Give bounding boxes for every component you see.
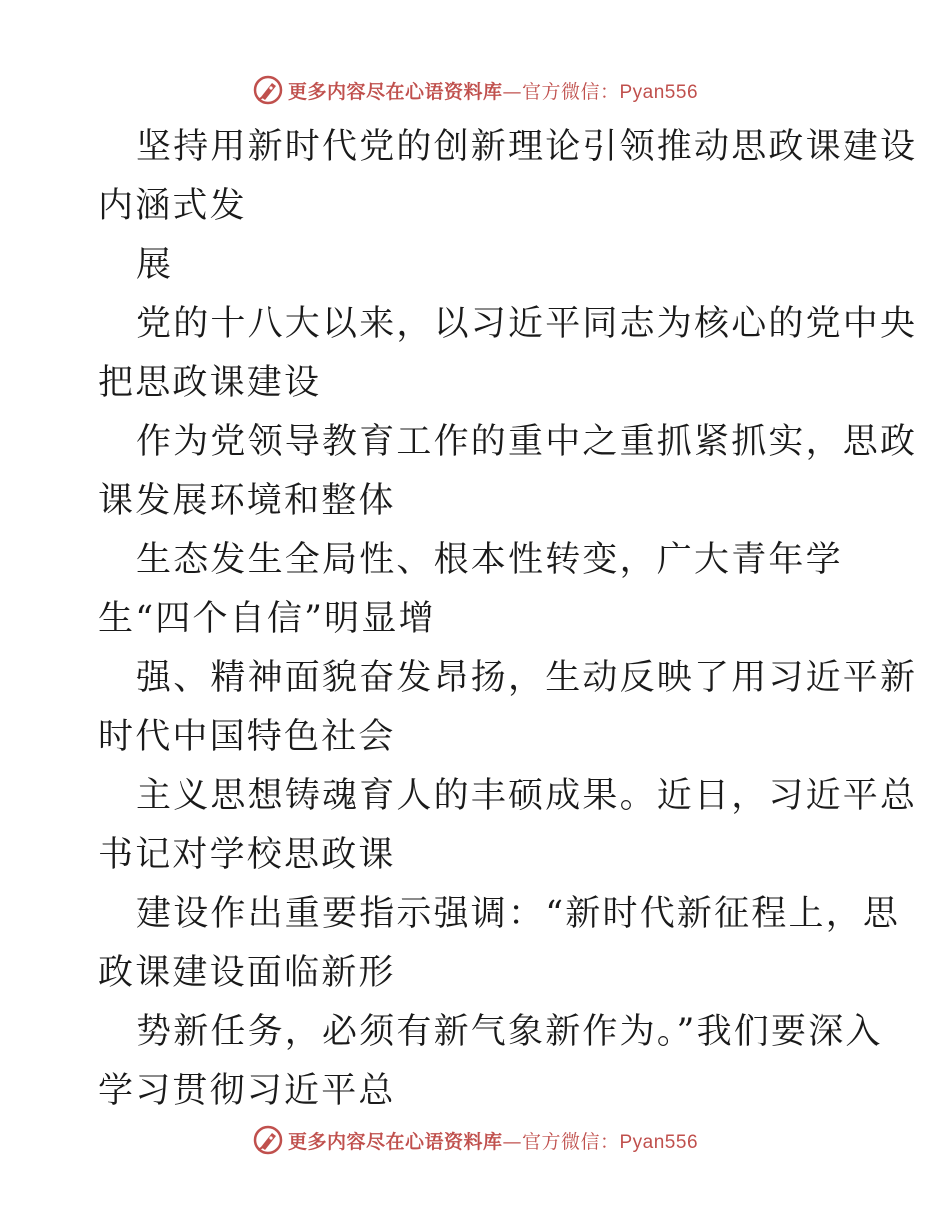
- pen-nib-icon: [252, 74, 284, 106]
- banner-text: [288, 77, 698, 104]
- paragraph-line: 势新任务，必须有新气象新作为。”我们要深入: [136, 1012, 883, 1052]
- footer-banner: [0, 1120, 950, 1160]
- document-body: [98, 118, 918, 1121]
- paragraph-line: 把思政课建设: [98, 363, 322, 403]
- banner-wechat-label: —官方微信：: [502, 80, 620, 103]
- banner-wechat-id: Pyan556: [619, 1131, 699, 1153]
- document-title-line-1: 坚持用新时代党的创新理论引领推动思政课建设: [136, 127, 918, 167]
- paragraph-line: 书记对学校思政课: [98, 835, 396, 875]
- paragraph-line: 时代中国特色社会: [98, 717, 396, 757]
- banner-wechat-id: Pyan556: [619, 81, 699, 103]
- paragraph-line: 党的十八大以来，以习近平同志为核心的党中央: [136, 304, 918, 344]
- banner-wechat-label: —官方微信：: [502, 1130, 620, 1153]
- paragraph-line: 主义思想铸魂育人的丰硕成果。近日，习近平总: [136, 776, 918, 816]
- paragraph-line: 课发展环境和整体: [98, 481, 396, 521]
- document-title-line-2: 内涵式发: [98, 186, 247, 226]
- banner-text: [288, 1127, 698, 1154]
- paragraph-line: 学习贯彻习近平总: [98, 1071, 396, 1111]
- banner-brand-text: 更多内容尽在心语资料库: [287, 80, 503, 103]
- paragraph-line: 强、精神面貌奋发昂扬，生动反映了用习近平新: [136, 658, 918, 698]
- paragraph-line: 生“四个自信”明显增: [98, 599, 436, 639]
- paragraph-line: 建设作出重要指示强调：“新时代新征程上，思: [136, 894, 901, 934]
- paragraph-line: 政课建设面临新形: [98, 953, 396, 993]
- banner-brand-text: 更多内容尽在心语资料库: [287, 1130, 503, 1153]
- header-banner: [0, 70, 950, 110]
- pen-nib-icon: [252, 1124, 284, 1156]
- document-title-line-3: 展: [136, 245, 174, 285]
- paragraph-line: 生态发生全局性、根本性转变，广大青年学: [136, 540, 843, 580]
- paragraph-line: 作为党领导教育工作的重中之重抓紧抓实，思政: [136, 422, 918, 462]
